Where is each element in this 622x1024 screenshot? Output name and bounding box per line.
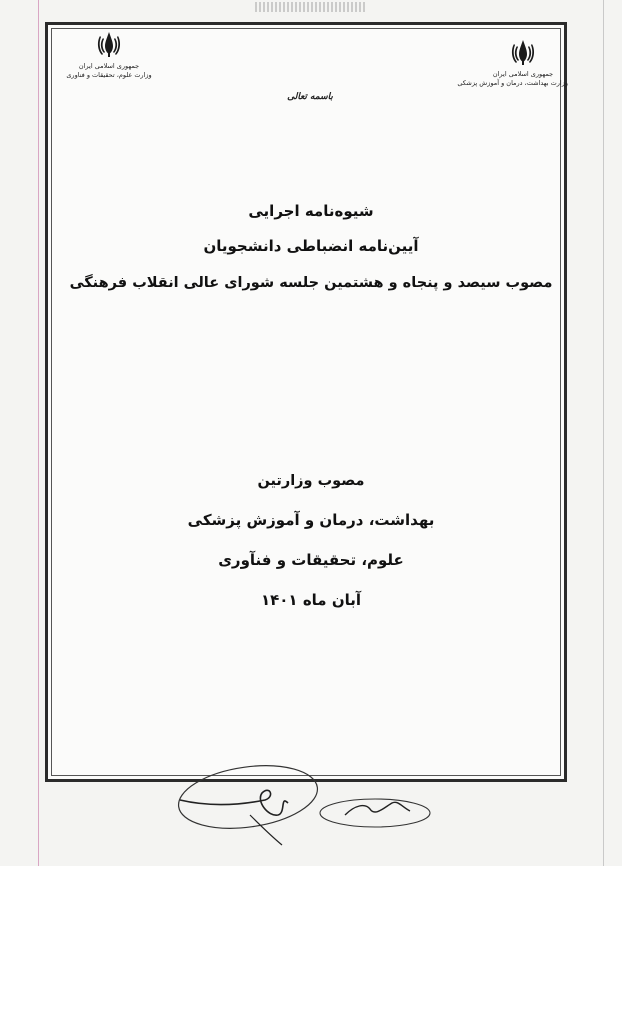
right-emblem-block (457, 38, 568, 88)
iran-emblem-icon (96, 30, 122, 58)
document-frame (45, 22, 567, 782)
document-title-line-1: شیوه‌نامه اجرایی (248, 202, 374, 220)
scan-artifact (255, 2, 365, 12)
left-emblem-line-1: جمهوری اسلامی ایران (78, 62, 140, 70)
margin-line (38, 0, 39, 866)
page-edge (603, 0, 604, 866)
basmala: باسمه تعالی (287, 92, 333, 102)
signature (170, 745, 450, 865)
right-emblem-line-1: جمهوری اسلامی ایران (492, 70, 554, 78)
iran-emblem-icon (510, 38, 536, 66)
approval-line-3: علوم، تحقیقات و فنآوری (218, 551, 404, 569)
left-emblem-line-2: وزارت علوم، تحقیقات و فناوری (66, 71, 152, 79)
approval-date: آبان ماه ۱۴۰۱ (260, 591, 362, 609)
document-title-line-2: آیین‌نامه انضباطی دانشجویان (203, 237, 419, 255)
left-emblem-block (64, 30, 154, 80)
approval-line-1: مصوب وزارتین (257, 473, 365, 489)
document-title-line-3: مصوب سیصد و پنجاه و هشتمین جلسه شورای عالی انقلاب فرهنگی (69, 275, 553, 291)
approval-line-2: بهداشت، درمان و آموزش پزشکی (187, 511, 435, 529)
right-emblem-line-2: وزارت بهداشت، درمان و آموزش پزشکی (457, 79, 568, 87)
